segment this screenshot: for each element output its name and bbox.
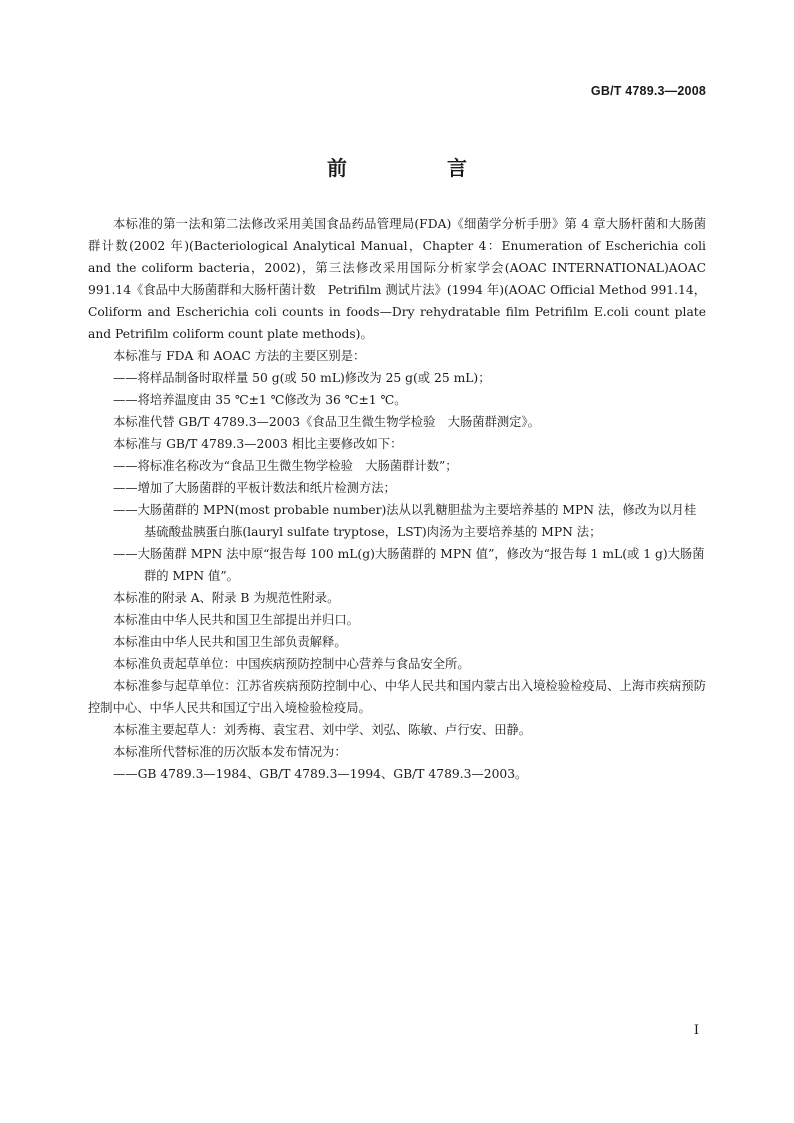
list-item-sample-size: ——将样品制备时取样量 50 g(或 50 mL)修改为 25 g(或 25 mL)； xyxy=(113,371,491,385)
paragraph-annexes: 本标准的附录 A、附录 B 为规范性附录。 xyxy=(113,591,340,605)
list-item-mpn-report: ——大肠菌群 MPN 法中原“报告每 100 mL(g)大肠菌群的 MPN 值”，修改为“报告每 1 mL(或 1 g)大肠菌群的 MPN 值”。 xyxy=(113,547,705,583)
paragraph-interpreted-by: 本标准由中华人民共和国卫生部负责解释。 xyxy=(113,635,347,649)
standard-code: GB/T 4789.3—2008 xyxy=(590,84,706,98)
list-item-version-history: ——GB 4789.3—1984、GB/T 4789.3—1994、GB/T 4789.3—2003。 xyxy=(113,767,528,781)
paragraph-version-history-intro: 本标准所代替标准的历次版本发布情况为： xyxy=(113,745,347,759)
foreword-body xyxy=(88,213,706,785)
page-number: I xyxy=(693,1023,699,1038)
paragraph-changes-intro: 本标准与 GB/T 4789.3—2003 相比主要修改如下： xyxy=(113,437,403,451)
paragraph-replaces: 本标准代替 GB/T 4789.3—2003《食品卫生微生物学检验 大肠菌群测定》。 xyxy=(113,415,540,429)
paragraph-proposed-by: 本标准由中华人民共和国卫生部提出并归口。 xyxy=(113,613,359,627)
paragraph-participating-drafters: 本标准参与起草单位：江苏省疾病预防控制中心、中华人民共和国内蒙古出入境检验检疫局、上海市疾病预防控制中心、中华人民共和国辽宁出入境检验检疫局。 xyxy=(88,679,706,715)
paragraph-main-drafters: 本标准主要起草人：刘秀梅、袁宝君、刘中学、刘弘、陈敏、卢行安、田静。 xyxy=(113,723,532,737)
list-item-mpn-medium: ——大肠菌群的 MPN(most probable number)法从以乳糖胆盐为主要培养基的 MPN 法，修改为以月桂基硫酸盐胰蛋白胨(lauryl sulfate tryptose，LST)肉汤为主要培养基的 MPN 法； xyxy=(113,503,697,539)
list-item-temperature: ——将培养温度由 35 ℃±1 ℃修改为 36 ℃±1 ℃。 xyxy=(113,393,407,407)
paragraph-lead-drafter: 本标准负责起草单位：中国疾病预防控制中心营养与食品安全所。 xyxy=(113,657,470,671)
list-item-added-methods: ——增加了大肠菌群的平板计数法和纸片检测方法； xyxy=(113,481,396,495)
paragraph-differences-intro: 本标准与 FDA 和 AOAC 方法的主要区别是： xyxy=(113,349,366,363)
page-title: 前 言 xyxy=(327,156,507,180)
paragraph-adoption: 本标准的第一法和第二法修改采用美国食品药品管理局(FDA)《细菌学分析手册》第 4 章大肠杆菌和大肠菌群计数(2002 年)(Bacteriological Analytical Manual，Chapter 4：Enumeration of Escherichia coli and the coliform bacteria，2002)，第三法修改采用国际分析家学会(AOAC INTERNATIONAL)AOAC 991.14《食品中大肠菌群和大肠杆菌计数 Petrifilm 测试片法》(1994 年)(AOAC Official Method 991.14，Coliform and Escherichia coli counts in foods—Dry rehydratable film Petrifilm E.coli count plate and Petrifilm coliform count plate methods)。 xyxy=(88,217,706,341)
list-item-rename: ——将标准名称改为“食品卫生微生物学检验 大肠菌群计数”； xyxy=(113,459,458,473)
